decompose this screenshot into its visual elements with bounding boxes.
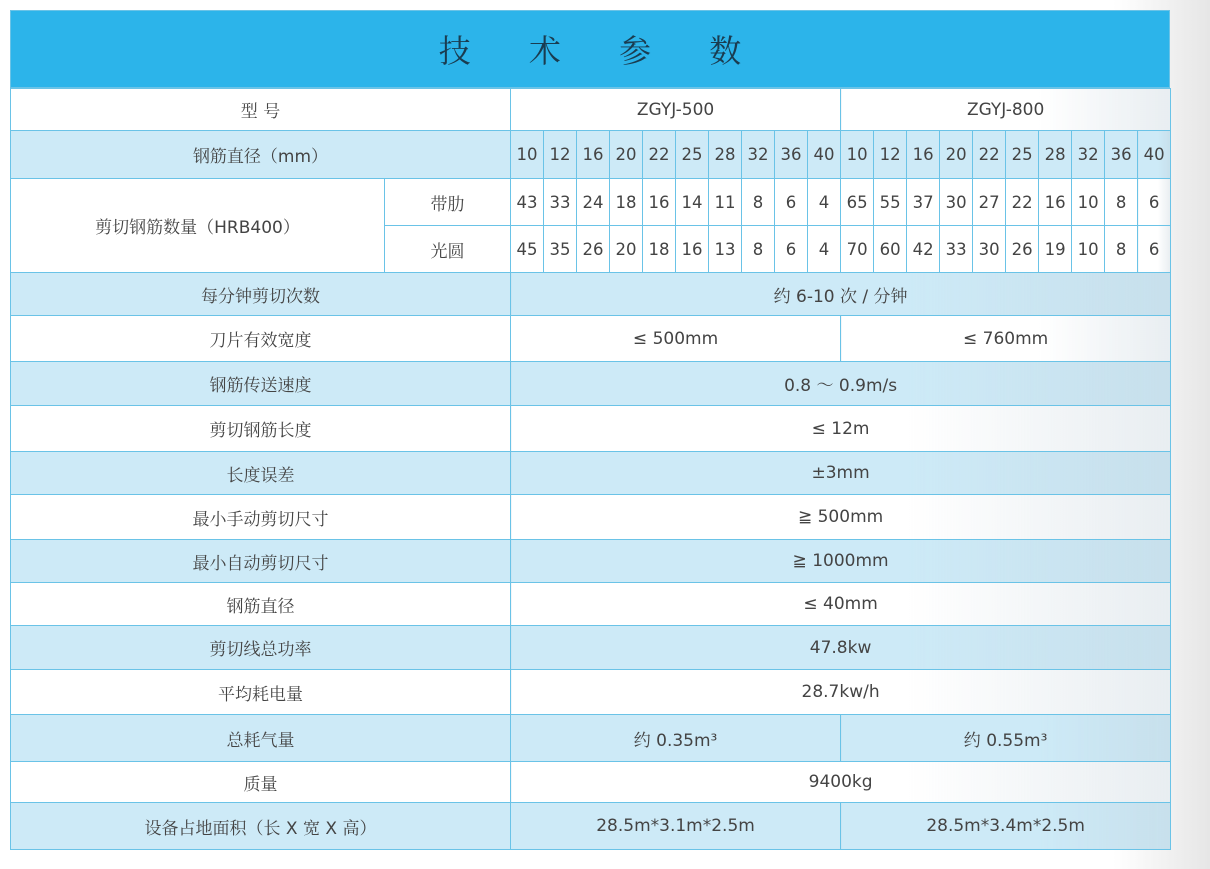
row-label: 平均耗电量 [11, 670, 511, 715]
count-cell: 65 [841, 179, 874, 226]
count-cell: 33 [544, 179, 577, 226]
diameter-cell: 16 [907, 131, 940, 179]
row-value-b: 约 0.55m³ [841, 715, 1171, 762]
count-cell: 70 [841, 226, 874, 273]
row-value: ≧ 1000mm [511, 540, 1171, 583]
row-label: 最小自动剪切尺寸 [11, 540, 511, 583]
diameter-cell: 12 [544, 131, 577, 179]
page-title: 技 术 参 数 [10, 10, 1170, 88]
row-label: 最小手动剪切尺寸 [11, 495, 511, 540]
row-value-b: ≤ 760mm [841, 316, 1171, 362]
count-cell: 13 [709, 226, 742, 273]
row-label: 型 号 [11, 89, 511, 131]
diameter-cell: 12 [874, 131, 907, 179]
count-cell: 10 [1072, 179, 1105, 226]
count-cell: 27 [973, 179, 1006, 226]
count-cell: 24 [577, 179, 610, 226]
diameter-cell: 10 [511, 131, 544, 179]
footprint-row [11, 803, 1171, 850]
row-value-a: ≤ 500mm [511, 316, 841, 362]
count-cell: 8 [1105, 179, 1138, 226]
ribbed-row [11, 179, 1171, 226]
diameter-cell: 25 [1006, 131, 1039, 179]
count-cell: 6 [1138, 179, 1171, 226]
sub-label: 光圆 [385, 226, 511, 273]
model-row [11, 89, 1171, 131]
count-cell: 18 [610, 179, 643, 226]
count-cell: 60 [874, 226, 907, 273]
avg-power-row [11, 670, 1171, 715]
row-value: 9400kg [511, 762, 1171, 803]
count-cell: 11 [709, 179, 742, 226]
count-cell: 8 [1105, 226, 1138, 273]
count-cell: 43 [511, 179, 544, 226]
count-cell: 22 [1006, 179, 1039, 226]
count-cell: 26 [1006, 226, 1039, 273]
diameter-cell: 25 [676, 131, 709, 179]
row-value-b: 28.5m*3.4m*2.5m [841, 803, 1171, 850]
row-value: ≧ 500mm [511, 495, 1171, 540]
spec-table [10, 88, 1171, 850]
row-value: 0.8 ～ 0.9m/s [511, 362, 1171, 406]
count-cell: 8 [742, 179, 775, 226]
air-use-row [11, 715, 1171, 762]
diameter-cell: 10 [841, 131, 874, 179]
bar-diameter-row [11, 583, 1171, 626]
count-cell: 8 [742, 226, 775, 273]
diameter-cell: 40 [808, 131, 841, 179]
count-cell: 4 [808, 179, 841, 226]
count-cell: 16 [1039, 179, 1072, 226]
row-label: 长度误差 [11, 452, 511, 495]
row-label: 钢筋传送速度 [11, 362, 511, 406]
row-value-a: 28.5m*3.1m*2.5m [511, 803, 841, 850]
row-value: ≤ 40mm [511, 583, 1171, 626]
count-cell: 6 [775, 179, 808, 226]
diameter-cell: 32 [1072, 131, 1105, 179]
diameter-cell: 22 [973, 131, 1006, 179]
min-auto-row [11, 540, 1171, 583]
total-power-row [11, 626, 1171, 670]
diameter-cell: 40 [1138, 131, 1171, 179]
diameter-row [11, 131, 1171, 179]
cut-length-row [11, 406, 1171, 452]
diameter-cell: 16 [577, 131, 610, 179]
spec-sheet [10, 10, 1170, 850]
length-error-row [11, 452, 1171, 495]
row-label: 设备占地面积（长 X 宽 X 高） [11, 803, 511, 850]
diameter-cell: 20 [610, 131, 643, 179]
count-cell: 35 [544, 226, 577, 273]
diameter-cell: 32 [742, 131, 775, 179]
row-value: 约 6-10 次 / 分钟 [511, 273, 1171, 316]
diameter-cell: 36 [1105, 131, 1138, 179]
row-value: ±3mm [511, 452, 1171, 495]
mass-row [11, 762, 1171, 803]
count-cell: 55 [874, 179, 907, 226]
row-label: 质量 [11, 762, 511, 803]
row-label: 钢筋直径 [11, 583, 511, 626]
count-cell: 16 [676, 226, 709, 273]
count-cell: 30 [973, 226, 1006, 273]
diameter-cell: 36 [775, 131, 808, 179]
diameter-cell: 20 [940, 131, 973, 179]
row-value: 28.7kw/h [511, 670, 1171, 715]
count-cell: 33 [940, 226, 973, 273]
row-value: 47.8kw [511, 626, 1171, 670]
count-cell: 37 [907, 179, 940, 226]
count-cell: 42 [907, 226, 940, 273]
model-a: ZGYJ-500 [511, 89, 841, 131]
count-cell: 10 [1072, 226, 1105, 273]
row-label: 刀片有效宽度 [11, 316, 511, 362]
diameter-cell: 28 [709, 131, 742, 179]
count-cell: 18 [643, 226, 676, 273]
count-cell: 30 [940, 179, 973, 226]
count-cell: 16 [643, 179, 676, 226]
count-cell: 19 [1039, 226, 1072, 273]
count-cell: 6 [775, 226, 808, 273]
row-label: 剪切钢筋长度 [11, 406, 511, 452]
row-value: ≤ 12m [511, 406, 1171, 452]
row-label: 剪切线总功率 [11, 626, 511, 670]
row-label: 总耗气量 [11, 715, 511, 762]
cuts-per-min-row [11, 273, 1171, 316]
blade-width-row [11, 316, 1171, 362]
model-b: ZGYJ-800 [841, 89, 1171, 131]
count-cell: 20 [610, 226, 643, 273]
diameter-cell: 22 [643, 131, 676, 179]
diameter-cell: 28 [1039, 131, 1072, 179]
row-label: 每分钟剪切次数 [11, 273, 511, 316]
count-cell: 26 [577, 226, 610, 273]
count-cell: 45 [511, 226, 544, 273]
row-label: 剪切钢筋数量（HRB400） [11, 179, 385, 273]
row-value-a: 约 0.35m³ [511, 715, 841, 762]
count-cell: 6 [1138, 226, 1171, 273]
count-cell: 14 [676, 179, 709, 226]
sub-label: 带肋 [385, 179, 511, 226]
count-cell: 4 [808, 226, 841, 273]
row-label: 钢筋直径（mm） [11, 131, 511, 179]
transfer-speed-row [11, 362, 1171, 406]
min-manual-row [11, 495, 1171, 540]
